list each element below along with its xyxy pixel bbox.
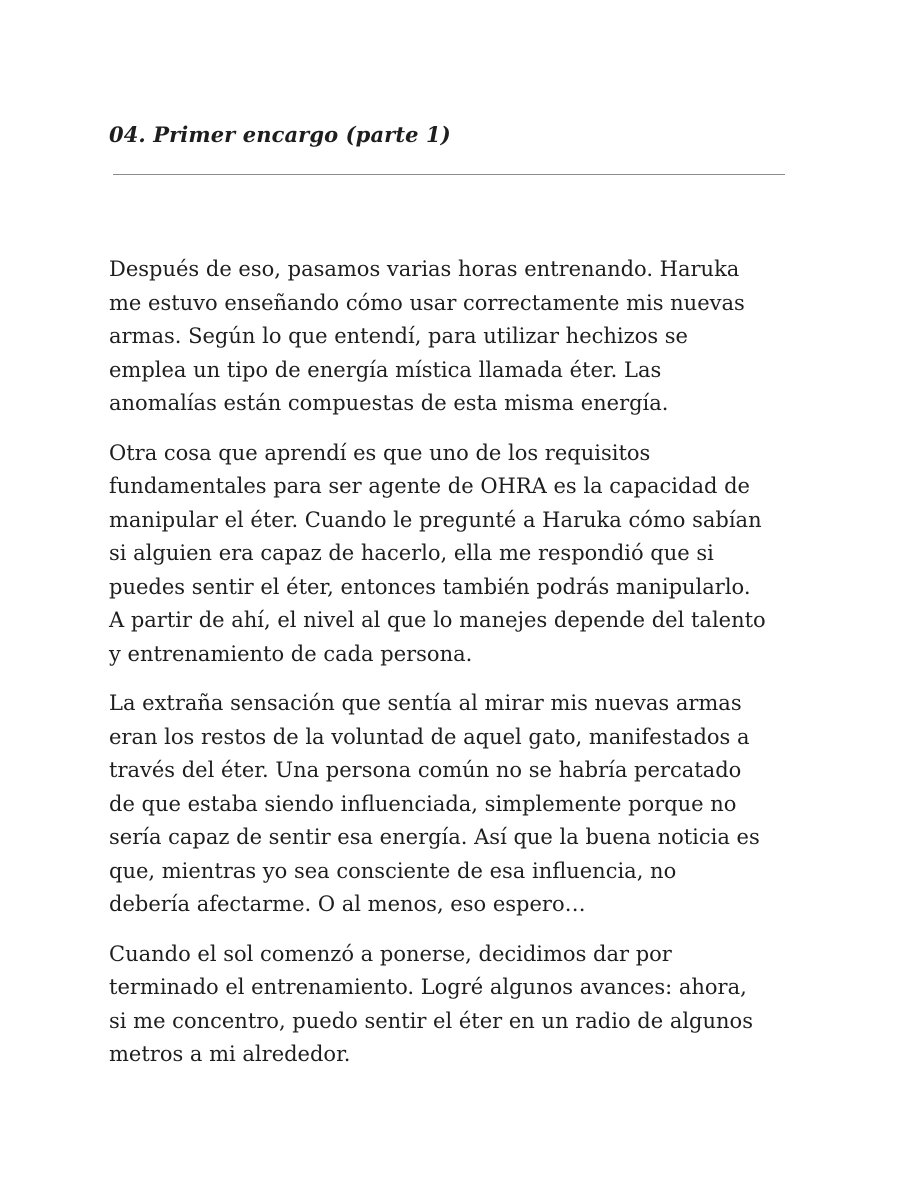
text-line: través del éter. Una persona común no se habría percatado: [109, 758, 742, 782]
paragraph-3: [109, 687, 794, 922]
text-line: si alguien era capaz de hacerlo, ella me respondió que si: [109, 541, 714, 565]
text-line: La extraña sensación que sentía al mirar mis nuevas armas: [109, 691, 742, 715]
paragraph-2: [109, 437, 794, 672]
text-line: puedes sentir el éter, entonces también podrás manipularlo.: [109, 574, 751, 599]
text-line: que, mientras yo sea consciente de esa influencia, no: [109, 858, 677, 883]
text-line: Cuando el sol comenzó a ponerse, decidimos dar por: [109, 941, 672, 966]
text-line: armas. Según lo que entendí, para utilizar hechizos se: [109, 324, 688, 348]
text-line: manipular el éter. Cuando le pregunté a Haruka cómo sabían: [109, 507, 762, 532]
text-line: metros a mi alrededor.: [109, 1042, 351, 1066]
text-line: terminado el entrenamiento. Logré algunos avances: ahora,: [109, 975, 747, 999]
paragraph-4: [109, 938, 794, 1072]
text-line: emplea un tipo de energía mística llamada éter. Las: [109, 357, 662, 382]
text-line: sería capaz de sentir esa energía. Así que la buena noticia es: [109, 825, 760, 849]
text-line: de que estaba siendo influenciada, simplemente porque no: [109, 791, 737, 816]
text-line: Otra cosa que aprendí es que uno de los requisitos: [109, 440, 651, 465]
text-line: A partir de ahí, el nivel al que lo manejes depende del talento: [109, 608, 766, 632]
text-line: si me concentro, puedo sentir el éter en un radio de algunos: [109, 1008, 753, 1033]
text-line: fundamentales para ser agente de OHRA es la capacidad de: [109, 474, 750, 498]
text-line: me estuvo enseñando cómo usar correctamente mis nuevas: [109, 290, 745, 315]
paragraph-1: [109, 253, 794, 421]
text-line: debería afectarme. O al menos, eso espero…: [109, 892, 586, 916]
chapter-body: [109, 253, 794, 1088]
chapter-title: 04. Primer encargo (parte 1): [109, 122, 451, 147]
text-line: eran los restos de la voluntad de aquel gato, manifestados a: [109, 724, 750, 749]
title-divider: [113, 174, 785, 175]
text-line: anomalías están compuestas de esta misma energía.: [109, 391, 669, 415]
text-line: Después de eso, pasamos varias horas entrenando. Haruka: [109, 257, 740, 281]
text-line: y entrenamiento de cada persona.: [109, 641, 473, 666]
